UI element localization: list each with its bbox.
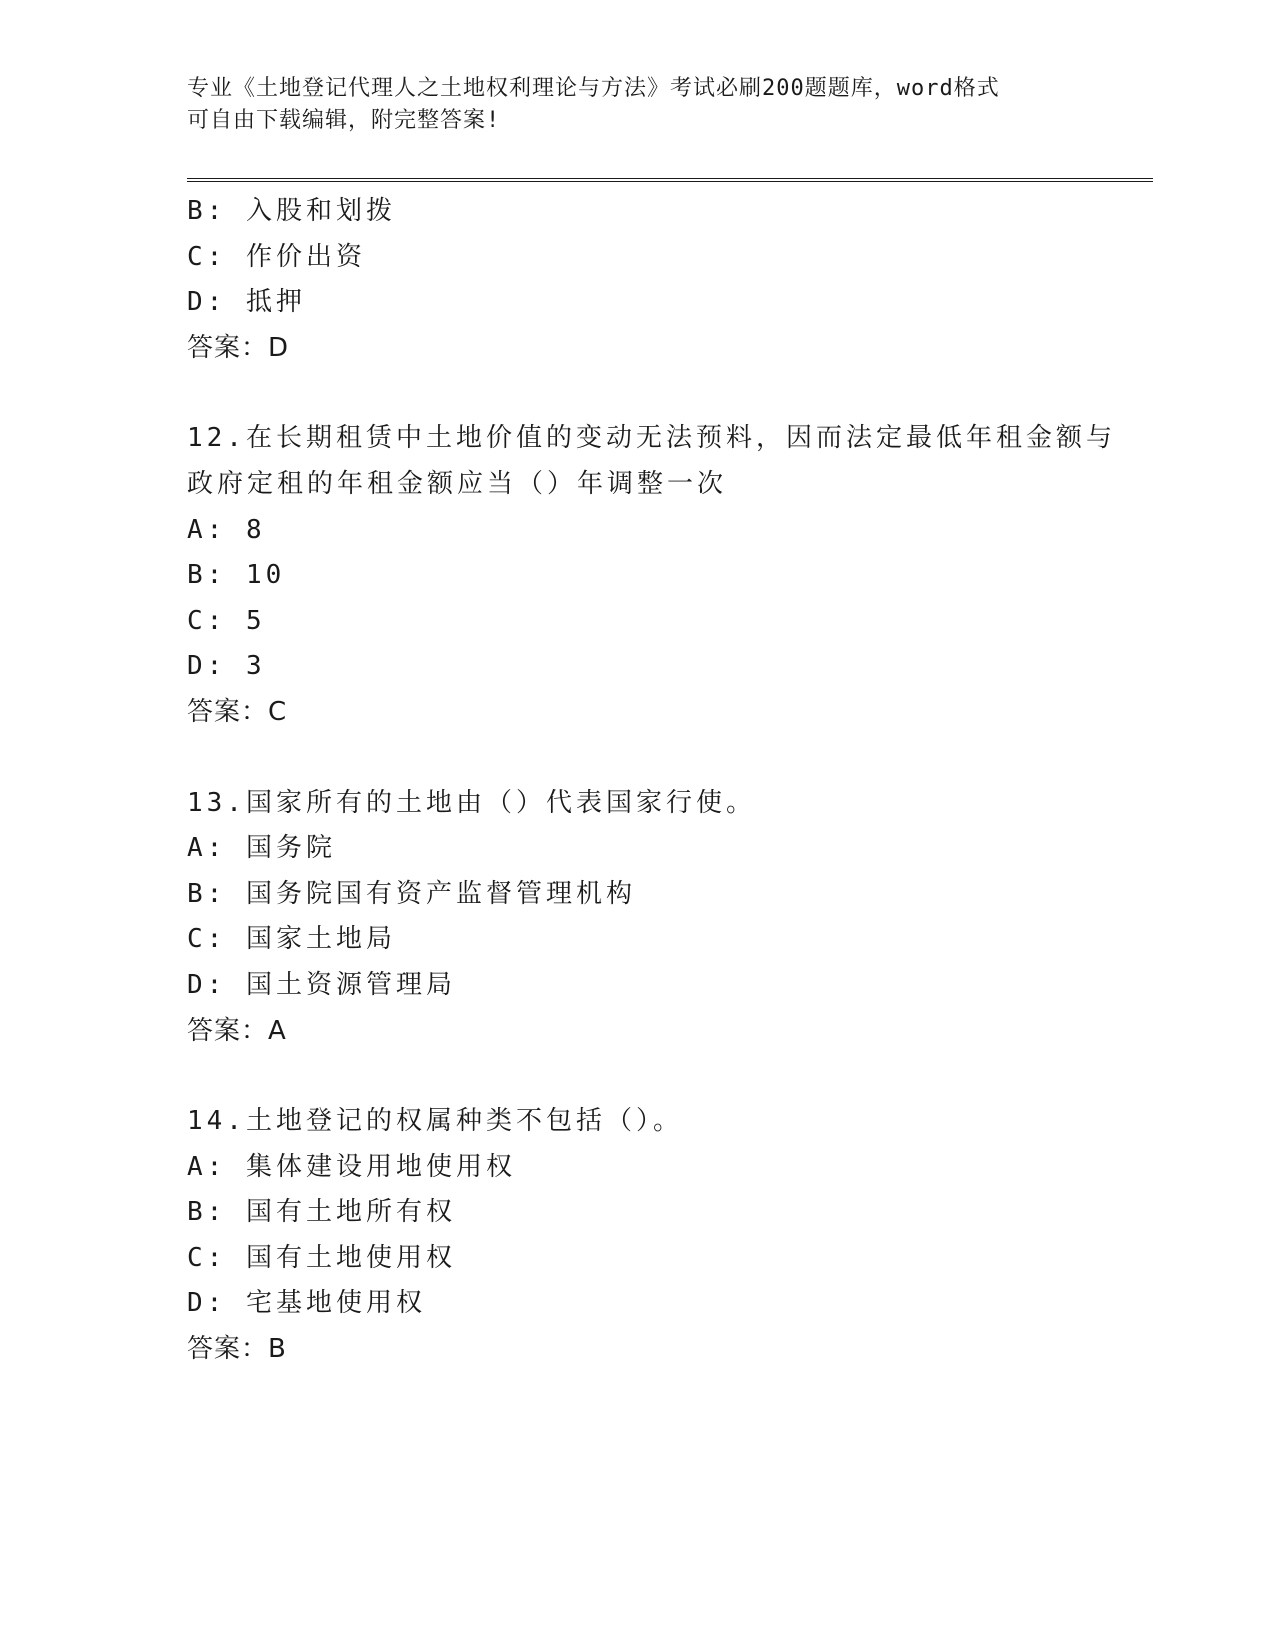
option-c: C: 国家土地局 xyxy=(187,924,396,955)
option-a: A: 集体建设用地使用权 xyxy=(187,1151,516,1182)
question-stem: 13.国家所有的土地由（）代表国家行使。 xyxy=(187,787,756,818)
option-a: A: 国务院 xyxy=(187,833,336,864)
option-d: D: 国土资源管理局 xyxy=(187,969,456,1000)
document-header xyxy=(187,73,1087,137)
answer-line: 答案：A xyxy=(187,1015,287,1046)
question-stem: 14.土地登记的权属种类不包括（）。 xyxy=(187,1106,683,1137)
option-c: C: 国有土地使用权 xyxy=(187,1242,456,1273)
question-stem-continued: 政府定租的年租金额应当（）年调整一次 xyxy=(187,468,728,499)
header-line-1: 专业《土地登记代理人之土地权利理论与方法》考试必刷200题题库，word格式 xyxy=(187,76,1000,101)
option-b: B: 10 xyxy=(187,560,286,591)
option-c: C: 作价出资 xyxy=(187,241,366,272)
question-11-continued xyxy=(187,189,1087,371)
answer-line: 答案：C xyxy=(187,696,288,727)
question-content xyxy=(187,189,1116,1373)
answer-line: 答案：D xyxy=(187,332,290,363)
option-b: B: 国务院国有资产监督管理机构 xyxy=(187,878,636,909)
header-divider xyxy=(187,178,1153,182)
question-stem: 12.在长期租赁中土地价值的变动无法预料，因而法定最低年租金额与 xyxy=(187,423,1116,454)
option-d: D: 3 xyxy=(187,651,266,682)
option-a: A: 8 xyxy=(187,514,266,545)
header-line-2: 可自由下载编辑，附完整答案! xyxy=(187,108,501,133)
option-d: D: 宅基地使用权 xyxy=(187,1288,426,1319)
option-b: B: 国有土地所有权 xyxy=(187,1197,456,1228)
option-c: C: 5 xyxy=(187,605,266,636)
option-b: B: 入股和划拨 xyxy=(187,196,396,226)
question-14 xyxy=(187,1099,1087,1373)
answer-line: 答案：B xyxy=(187,1334,287,1365)
question-13 xyxy=(187,781,1087,1055)
question-12 xyxy=(187,416,1116,735)
option-d: D: 抵押 xyxy=(187,287,306,318)
